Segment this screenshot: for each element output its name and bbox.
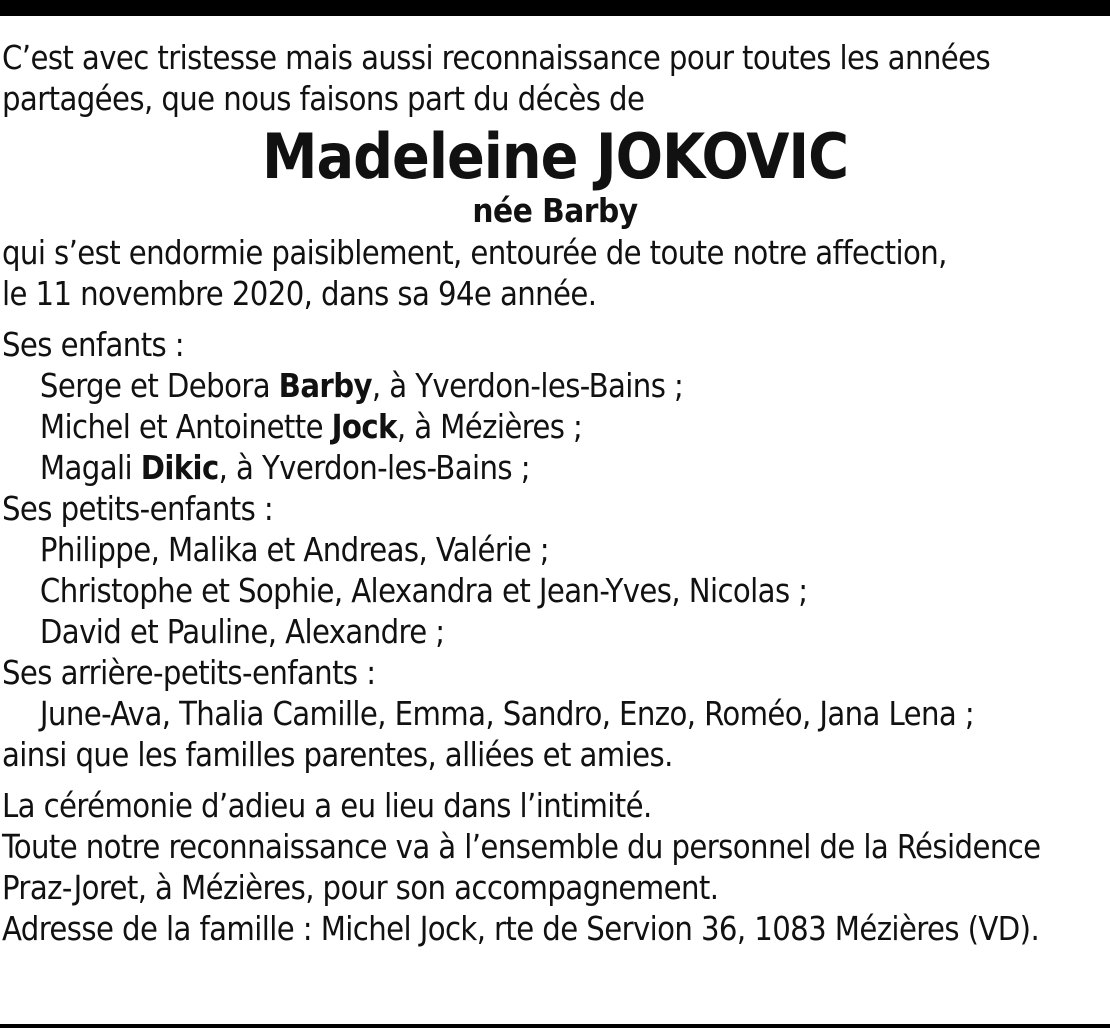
great-grandchildren-line: June-Ava, Thalia Camille, Emma, Sandro, Enzo, Roméo, Jana Lena ; — [39, 695, 975, 733]
grandchildren-heading: Ses petits-enfants : — [2, 490, 274, 528]
closing-line-1: La cérémonie d’adieu a eu lieu dans l’intimité. — [2, 787, 652, 825]
child-entry: Serge et Debora Barby, à Yverdon-les-Bains ; — [39, 367, 684, 405]
families-line: ainsi que les familles parentes, alliées et amies. — [2, 736, 673, 774]
child-surname: Barby — [278, 367, 372, 405]
death-line-1: qui s’est endormie paisiblement, entourée de toute notre affection, — [2, 234, 947, 272]
death-line-2: le 11 novembre 2020, dans sa 94e année. — [2, 275, 597, 313]
bottom-rule — [0, 1024, 1110, 1028]
deceased-name: Madeleine JOKOVIC — [261, 120, 849, 193]
grandchildren-line: David et Pauline, Alexandre ; — [39, 613, 445, 651]
child-surname: Dikic — [140, 449, 219, 487]
closing-line-3: Praz-Joret, à Mézières, pour son accompagnement. — [2, 869, 719, 907]
grandchildren-line: Christophe et Sophie, Alexandra et Jean-Yves, Nicolas ; — [39, 572, 808, 610]
top-rule — [0, 0, 1110, 16]
obituary-notice — [2, 38, 1108, 950]
great-grandchildren-heading: Ses arrière-petits-enfants : — [2, 654, 376, 692]
maiden-name: née Barby — [472, 191, 638, 230]
children-heading: Ses enfants : — [2, 326, 185, 364]
closing-line-2: Toute notre reconnaissance va à l’ensemble du personnel de la Résidence — [2, 828, 1041, 866]
child-entry: Magali Dikic, à Yverdon-les-Bains ; — [39, 449, 530, 487]
grandchildren-line: Philippe, Malika et Andreas, Valérie ; — [39, 531, 550, 569]
intro-line-2: partagées, que nous faisons part du décès de — [2, 80, 645, 118]
family-address: Adresse de la famille : Michel Jock, rte de Servion 36, 1083 Mézières (VD). — [2, 910, 1040, 948]
child-entry: Michel et Antoinette Jock, à Mézières ; — [39, 408, 583, 446]
intro-line-1: C’est avec tristesse mais aussi reconnaissance pour toutes les années — [2, 39, 991, 77]
child-surname: Jock — [331, 408, 397, 446]
